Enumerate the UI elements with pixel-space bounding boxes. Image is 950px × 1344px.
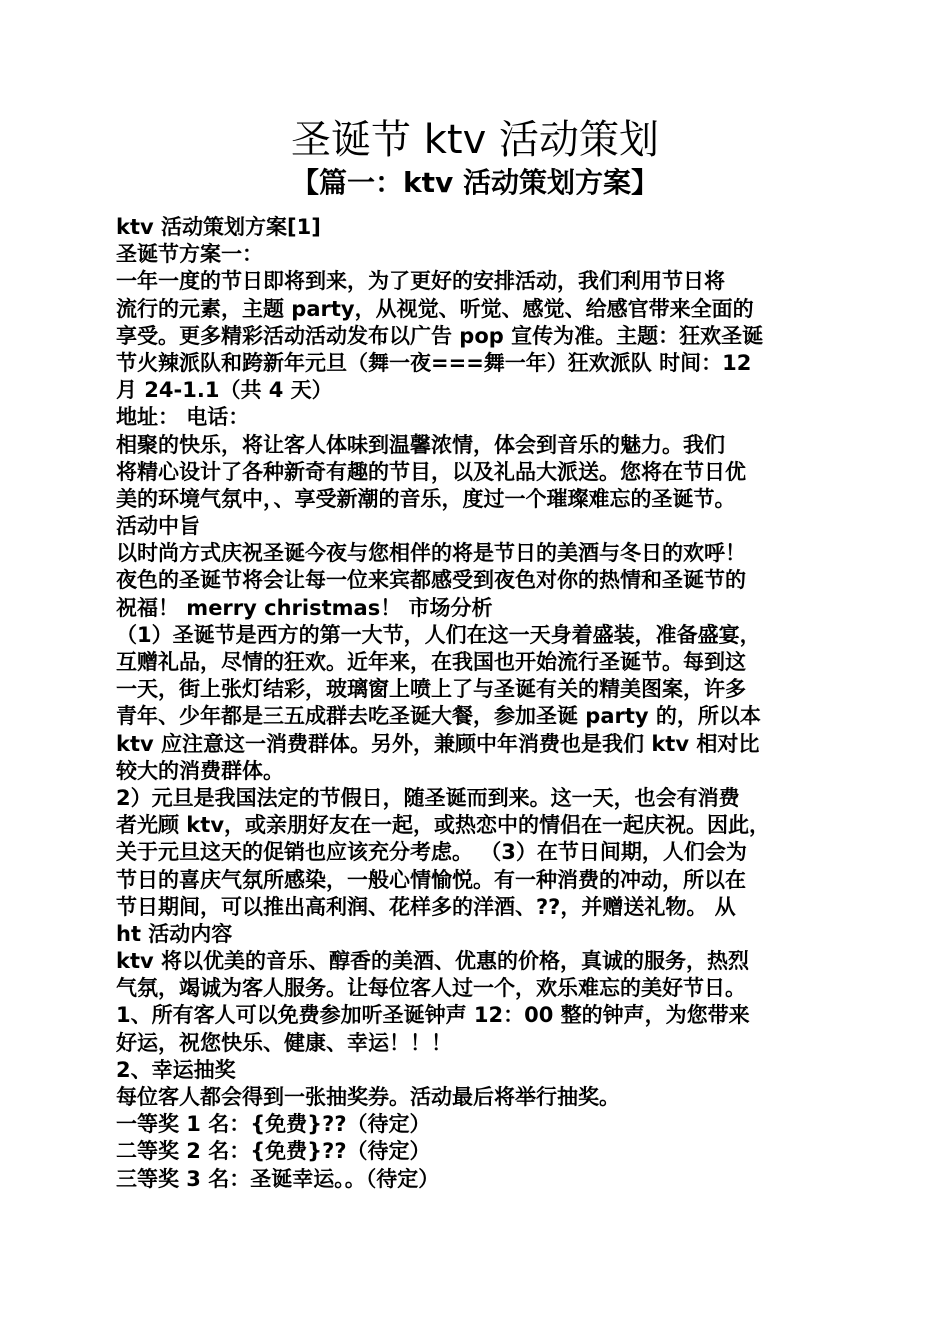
text-line: ktv 将以优美的音乐、醇香的美酒、优惠的价格，真诚的服务，热烈 [116,949,750,974]
text-line: 将精心设计了各种新奇有趣的节目，以及礼品大派送。您将在节日优 [116,459,746,484]
text-line: 一等奖 1 名：{免费}??（待定） [116,1112,431,1137]
text-line: 青年、少年都是三五成群去吃圣诞大餐，参加圣诞 party 的，所以本 [116,704,761,729]
text-line: ktv 活动策划方案[1] [116,215,321,239]
text-line: 一年一度的节日即将到来，为了更好的安排活动，我们利用节日将 [116,269,725,294]
text-line: 气氛，竭诚为客人服务。让每位客人过一个，欢乐难忘的美好节日。 [116,976,746,1001]
text-line: 一天，街上张灯结彩，玻璃窗上喷上了与圣诞有关的精美图案，许多 [116,677,746,702]
text-line: ht 活动内容 [116,921,233,946]
text-line: 活动中旨 [116,514,200,539]
text-line: 以时尚方式庆祝圣诞今夜与您相伴的将是节日的美酒与冬日的欢呼！ [116,541,746,566]
text-line: 好运，祝您快乐、健康、幸运！！！ [116,1030,452,1055]
text-line: 每位客人都会得到一张抽奖券。活动最后将举行抽奖。 [116,1085,620,1109]
text-line: 节火辣派队和跨新年元旦（舞一夜===舞一年）狂欢派队 时间：12 [116,350,752,375]
text-line: 二等奖 2 名：{免费}??（待定） [116,1139,431,1164]
text-line: 关于元旦这天的促销也应该充分考虑。 （3）在节日间期，人们会为 [116,840,747,865]
text-line: 2、幸运抽奖 [116,1057,236,1082]
text-line: 2）元旦是我国法定的节假日，随圣诞而到来。这一天，也会有消费 [116,785,740,810]
text-line: 夜色的圣诞节将会让每一位来宾都感受到夜色对你的热情和圣诞节的 [116,568,746,593]
text-line: 流行的元素，主题 party，从视觉、听觉、感觉、给感官带来全面的 [116,296,754,321]
text-line: 美的环境气氛中，、享受新潮的音乐，度过一个璀璨难忘的圣诞节。 [116,486,736,511]
text-line: 者光顾 ktv，或亲朋好友在一起，或热恋中的情侣在一起庆祝。因此， [116,813,771,838]
document-title: 圣诞节 ktv 活动策划 [291,117,659,163]
text-line: 1、所有客人可以免费参加听圣诞钟声 12：00 整的钟声，为您带来 [116,1003,750,1028]
text-line: 祝福！ merry christmas！ 市场分析 [116,595,493,620]
text-line: 相聚的快乐，将让客人体味到温馨浓情，体会到音乐的魅力。我们 [116,432,725,457]
text-line: 较大的消费群体。 [116,758,284,783]
text-line: （1）圣诞节是西方的第一大节，人们在这一天身着盛装，准备盛宴， [116,622,761,647]
document-subtitle: 【篇一：ktv 活动策划方案】 [290,166,659,199]
text-line: 节日的喜庆气氛所感染，一般心情愉悦。有一种消费的冲动，所以在 [116,867,746,892]
text-line: 互赠礼品，尽情的狂欢。近年来，在我国也开始流行圣诞节。每到这 [116,650,746,674]
text-line: 圣诞节方案一： [116,242,263,267]
text-line: ktv 应注意这一消费群体。另外，兼顾中年消费也是我们 ktv 相对比 [116,731,760,756]
text-line: 地址： 电话： [116,405,250,430]
text-line: 节日期间，可以推出高利润、花样多的洋酒、??，并赠送礼物。 从 [116,894,736,919]
text-line: 享受。更多精彩活动活动发布以广告 pop 宣传为准。主题：狂欢圣诞 [116,323,764,348]
document-body [116,214,836,1193]
text-line: 三等奖 3 名：圣诞幸运。。（待定） [116,1166,440,1191]
text-line: 月 24-1.1（共 4 天） [116,378,333,403]
